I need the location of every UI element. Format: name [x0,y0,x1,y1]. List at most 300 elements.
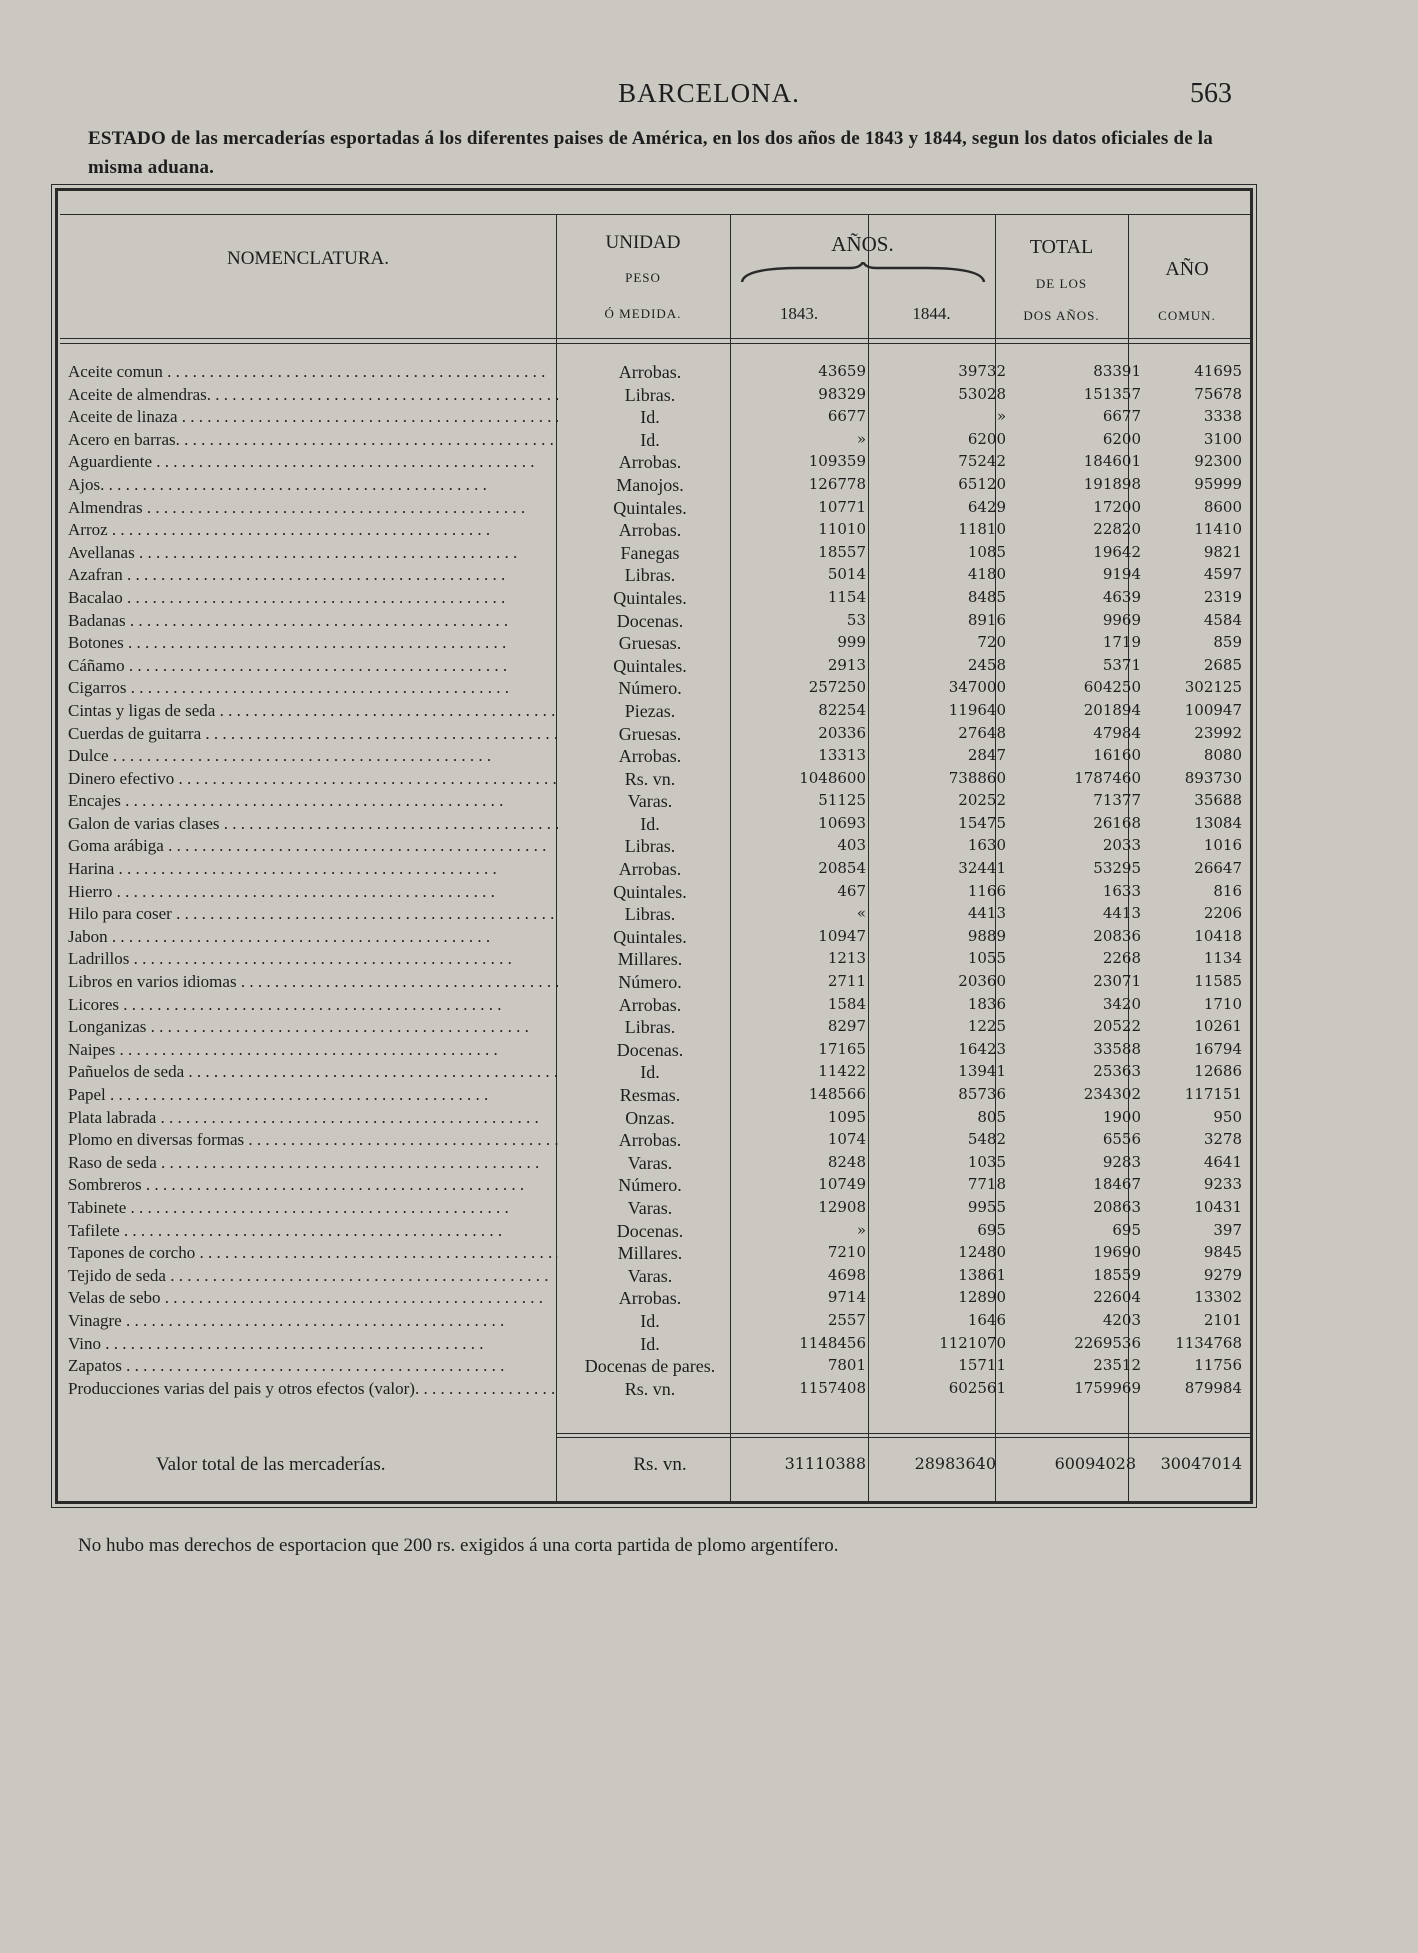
value-comun: 397 [1213,1220,1242,1239]
item-unit: Id. [640,407,660,428]
value-total: 9194 [1102,565,1141,584]
table-row [66,656,1246,679]
item-name: Bacalao . . . [68,588,558,608]
total-1844: 28983640 [914,1454,996,1473]
value-total: 2268 [1102,949,1141,968]
table-row [66,1221,1246,1244]
value-1844: 347000 [948,678,1006,697]
value-comun: 3338 [1203,407,1242,426]
value-comun: 1134 [1203,949,1242,968]
item-name: Producciones varias del pais y otros efectos (valor). . . . [68,1379,558,1399]
value-1843: 10693 [818,813,866,832]
value-1844: 1646 [967,1310,1006,1329]
item-unit: Quintales. [613,655,687,676]
value-comun: 13084 [1194,813,1242,832]
item-unit: Rs. vn. [624,768,676,789]
value-total: 26168 [1093,813,1141,832]
value-1844: 7718 [967,1175,1006,1194]
value-total: 151357 [1083,384,1141,403]
item-unit: Varas. [627,791,673,812]
item-unit: Id. [640,1333,660,1354]
item-name: Papel . . . [68,1085,558,1105]
value-1844: 39732 [958,362,1006,380]
item-name: Cigarros . . . [68,678,558,698]
value-comun: 950 [1213,1107,1242,1126]
col-unidad: UNIDAD [605,232,681,253]
value-comun: 816 [1213,881,1242,900]
value-1843: « [856,904,866,923]
value-comun: 100947 [1184,700,1242,719]
footnote: No hubo mas derechos de esportacion que 200 rs. exigidos á una corta partida de plomo argentífero. [78,1535,839,1556]
item-name: Plomo en diversas formas . . . [68,1130,558,1150]
value-total: 83391 [1093,362,1141,380]
value-comun: 2101 [1203,1310,1242,1329]
value-total: 184601 [1083,452,1141,471]
table-row [66,701,1246,724]
table-row [66,949,1246,972]
value-1843: 1074 [827,1130,866,1149]
item-name: Goma arábiga . . . [68,836,558,856]
value-comun: 13302 [1194,1288,1242,1307]
value-1843: 126778 [808,474,866,493]
item-unit: Libras. [624,836,676,857]
value-1843: 1048600 [799,768,866,787]
total-1843: 31110388 [784,1454,866,1473]
table-row [66,814,1246,837]
table-body [66,362,1246,1401]
value-comun: 9279 [1203,1265,1242,1284]
table-row [66,565,1246,588]
value-comun: 26647 [1194,859,1242,878]
item-unit: Resmas. [619,1085,681,1105]
table-row [66,1017,1246,1040]
value-1843: 2711 [827,972,866,991]
value-1843: 403 [837,836,866,855]
item-unit: Piezas. [624,700,676,721]
item-name: Aguardiente . . . [68,452,558,472]
item-unit: Docenas. [616,1220,684,1241]
col-peso: PESO [625,270,661,285]
value-1844: 13861 [958,1265,1006,1284]
value-1844: 6429 [967,497,1006,516]
value-1844: 20252 [958,791,1006,810]
value-1844: 1836 [967,994,1006,1013]
item-unit: Libras. [624,1017,676,1038]
table-row [66,1311,1246,1334]
item-name: Vino . . . [68,1334,558,1354]
item-unit: Arrobas. [618,994,682,1015]
table-row [66,836,1246,859]
item-unit: Id. [640,813,660,834]
value-comun: 12686 [1194,1062,1242,1081]
value-total: 2033 [1102,836,1141,855]
value-comun: 4641 [1203,1152,1242,1171]
value-total: 5371 [1102,655,1141,674]
item-unit: Arrobas. [618,1130,682,1151]
table-row [66,769,1246,792]
header-rule-top [60,214,1250,215]
item-name: Avellanas . . . [68,543,558,563]
table-row [66,1356,1246,1379]
item-unit: Quintales. [613,497,687,518]
item-name: Hilo para coser . . . [68,904,558,924]
item-name: Zapatos . . . [68,1356,558,1376]
table-row [66,452,1246,475]
col-de-los: DE LOS [1035,276,1088,291]
value-total: 19690 [1093,1243,1141,1262]
value-1844: 1121070 [939,1333,1006,1352]
item-unit: Arrobas. [618,859,682,880]
item-unit: Varas. [627,1152,673,1173]
item-name: Encajes . . . [68,791,558,811]
value-1843: 8248 [827,1152,866,1171]
value-1843: 1157408 [799,1378,866,1397]
value-comun: 4584 [1203,610,1242,629]
item-name: Dinero efectivo . . . [68,769,558,789]
item-unit: Quintales. [613,926,687,947]
value-1843: 20854 [818,859,866,878]
value-comun: 2685 [1203,655,1242,674]
item-name: Naipes . . . [68,1040,558,1060]
table-row [66,1130,1246,1153]
item-name: Dulce . . . [68,746,558,766]
item-unit: Docenas de pares. [584,1356,716,1377]
value-1844: 8916 [967,610,1006,629]
value-total: 16160 [1093,746,1141,765]
item-unit: Id. [640,429,660,450]
item-unit: Arrobas. [618,1288,682,1309]
table-row [66,1288,1246,1311]
item-unit: Varas. [627,1265,673,1286]
item-name: Harina . . . [68,859,558,879]
value-1844: 27648 [958,723,1006,742]
value-comun: 9845 [1203,1243,1242,1262]
value-total: 1633 [1102,881,1141,900]
item-unit: Manojos. [616,474,684,495]
value-comun: 10431 [1194,1197,1242,1216]
value-1844: 9955 [967,1197,1006,1216]
table-row [66,362,1246,385]
item-unit: Arrobas. [618,452,682,473]
value-1844: 13941 [958,1062,1006,1081]
value-total: 1787460 [1074,768,1141,787]
item-name: Velas de sebo . . . [68,1288,558,1308]
value-1843: 13313 [818,746,866,765]
value-total: 1900 [1102,1107,1141,1126]
table-row [66,475,1246,498]
item-unit: Quintales. [613,881,687,902]
value-1844: » [996,407,1006,426]
value-1844: 16423 [958,1039,1006,1058]
value-comun: 2206 [1203,904,1242,923]
table-row [66,882,1246,905]
col-anos: AÑOS. [831,232,894,256]
table-row [66,904,1246,927]
table-row [66,1198,1246,1221]
table-row [66,724,1246,747]
item-unit: Libras. [624,904,676,925]
value-comun: 10261 [1194,1017,1242,1036]
value-total: 6556 [1102,1130,1141,1149]
value-1843: 1213 [827,949,866,968]
value-1843: 5014 [827,565,866,584]
years-brace [740,262,986,284]
value-1843: 2557 [827,1310,866,1329]
value-1844: 12480 [958,1243,1006,1262]
item-unit: Arrobas. [618,520,682,541]
value-total: 695 [1112,1220,1141,1239]
value-1843: 11422 [818,1062,866,1081]
value-1844: 5482 [967,1130,1006,1149]
value-1843: 7210 [827,1243,866,1262]
value-1843: 7801 [827,1356,866,1375]
table-row [66,385,1246,408]
value-comun: 10418 [1194,926,1242,945]
value-comun: 4597 [1203,565,1242,584]
item-name: Cuerdas de guitarra . . . [68,724,558,744]
item-unit: Número. [618,678,682,699]
table-row [66,498,1246,521]
table-row [66,407,1246,430]
table-row [66,859,1246,882]
value-1844: 65120 [958,474,1006,493]
value-total: 22604 [1093,1288,1141,1307]
value-1844: 15711 [958,1356,1006,1375]
value-comun: 1710 [1203,994,1242,1013]
col-dos-anos: DOS AÑOS. [1023,308,1100,323]
item-name: Acero en barras. . . . [68,430,558,450]
value-total: 71377 [1093,791,1141,810]
value-1844: 6200 [967,429,1006,448]
value-1844: 15475 [958,813,1006,832]
value-comun: 9821 [1203,542,1242,561]
item-unit: Libras. [624,565,676,586]
value-total: 4413 [1102,904,1141,923]
value-1844: 1166 [967,881,1006,900]
col-total: TOTAL [1029,236,1094,258]
table-row [66,588,1246,611]
value-total: 53295 [1093,859,1141,878]
item-name: Ladrillos . . . [68,949,558,969]
value-total: 2269536 [1074,1333,1141,1352]
table-row [66,1243,1246,1266]
item-name: Licores . . . [68,995,558,1015]
table-row [66,1153,1246,1176]
item-unit: Docenas. [616,1039,684,1060]
total-rule [556,1433,1250,1434]
item-unit: Número. [618,972,682,993]
value-total: 6677 [1102,407,1141,426]
value-1843: 12908 [818,1197,866,1216]
value-total: 33588 [1093,1039,1141,1058]
value-total: 25363 [1093,1062,1141,1081]
value-total: 191898 [1083,474,1141,493]
value-total: 23071 [1093,972,1141,991]
value-1844: 1085 [967,542,1006,561]
value-total: 6200 [1102,429,1141,448]
value-1844: 1630 [967,836,1006,855]
value-1843: » [856,429,866,448]
item-unit: Onzas. [625,1107,675,1128]
value-1844: 4180 [967,565,1006,584]
table-row [66,1266,1246,1289]
value-1844: 20360 [958,972,1006,991]
value-total: 18559 [1093,1265,1141,1284]
value-total: 47984 [1093,723,1141,742]
table-row [66,430,1246,453]
value-total: 234302 [1083,1085,1141,1103]
item-name: Botones . . . [68,633,558,653]
item-unit: Fanegas [620,542,680,563]
table-row [66,1108,1246,1131]
value-1843: 10749 [818,1175,866,1194]
value-1844: 1035 [967,1152,1006,1171]
table-row [66,1085,1246,1108]
value-1843: 53 [846,610,866,629]
value-1843: 6677 [827,407,866,426]
value-1843: 1154 [827,587,866,606]
col-medida: Ó MEDIDA. [604,306,682,321]
item-name: Sombreros . . . [68,1175,558,1195]
value-1844: 9889 [967,926,1006,945]
col-1843: 1843. [779,304,819,323]
table-row [66,633,1246,656]
value-comun: 879984 [1184,1378,1242,1397]
value-1843: 2913 [827,655,866,674]
item-unit: Gruesas. [618,633,682,654]
item-name: Cintas y ligas de seda . . . [68,701,558,721]
item-name: Libros en varios idiomas . . . [68,972,558,992]
value-1844: 738860 [948,768,1006,787]
table-row [66,791,1246,814]
value-total: 20836 [1093,926,1141,945]
value-total: 1719 [1102,633,1141,652]
item-name: Aceite comun . . . [68,362,558,382]
table-row [66,1379,1246,1402]
table-row [66,1175,1246,1198]
value-comun: 859 [1213,633,1242,652]
value-total: 1759969 [1074,1378,1141,1397]
item-unit: Docenas. [616,610,684,631]
value-total: 201894 [1083,700,1141,719]
item-name: Aceite de linaza . . . [68,407,558,427]
value-1843: 10947 [818,926,866,945]
item-name: Galon de varias clases . . . [68,814,558,834]
value-comun: 75678 [1194,384,1242,403]
item-name: Hierro . . . [68,882,558,902]
col-ano: AÑO [1165,258,1209,280]
value-1843: 51125 [818,791,866,810]
item-name: Pañuelos de seda . . . [68,1062,558,1082]
total-dos-anos: 60094028 [1054,1454,1136,1473]
value-comun: 8600 [1203,497,1242,516]
value-1843: 257250 [808,678,866,697]
value-1844: 53028 [958,384,1006,403]
item-unit: Arrobas. [618,362,682,382]
value-total: 23512 [1093,1356,1141,1375]
total-label: Valor total de las mercaderías. [156,1454,386,1475]
item-unit: Millares. [617,949,683,970]
value-1843: » [856,1220,866,1239]
item-unit: Arrobas. [618,746,682,767]
value-total: 18467 [1093,1175,1141,1194]
value-1843: 18557 [818,542,866,561]
value-1843: 9714 [827,1288,866,1307]
item-name: Aceite de almendras. . . . [68,385,558,405]
item-name: Raso de seda . . . [68,1153,558,1173]
table-row [66,1040,1246,1063]
value-comun: 1134768 [1175,1333,1242,1352]
value-1844: 75242 [958,452,1006,471]
value-1843: 17165 [818,1039,866,1058]
running-title: BARCELONA. [618,78,800,108]
value-1843: 10771 [818,497,866,516]
value-comun: 35688 [1194,791,1242,810]
item-unit: Rs. vn. [624,1378,676,1399]
value-1844: 1225 [967,1017,1006,1036]
value-1843: 109359 [808,452,866,471]
table-row [66,927,1246,950]
total-unit: Rs. vn. [633,1454,687,1475]
value-comun: 2319 [1203,587,1242,606]
value-1844: 119640 [948,700,1006,719]
col-comun: COMUN. [1158,308,1216,323]
total-comun: 30047014 [1160,1454,1242,1473]
value-total: 9283 [1102,1152,1141,1171]
value-1844: 1055 [967,949,1006,968]
page-number: 563 [1190,78,1232,109]
value-comun: 1016 [1203,836,1242,855]
value-1844: 12890 [958,1288,1006,1307]
table-row [66,995,1246,1018]
item-name: Almendras . . . [68,498,558,518]
table-row [66,1334,1246,1357]
item-name: Jabon . . . [68,927,558,947]
value-1843: 98329 [818,384,866,403]
value-comun: 117151 [1184,1085,1242,1103]
item-unit: Id. [640,1062,660,1083]
value-1843: 999 [837,633,866,652]
value-comun: 23992 [1194,723,1242,742]
value-comun: 11585 [1194,972,1242,991]
value-total: 9969 [1102,610,1141,629]
item-unit: Varas. [627,1197,673,1218]
item-unit: Libras. [624,384,676,405]
value-comun: 893730 [1184,768,1242,787]
value-total: 4639 [1102,587,1141,606]
value-comun: 92300 [1194,452,1242,471]
value-total: 17200 [1093,497,1141,516]
item-unit: Quintales. [613,587,687,608]
value-comun: 9233 [1203,1175,1242,1194]
value-comun: 3278 [1203,1130,1242,1149]
value-1843: 1095 [827,1107,866,1126]
item-name: Longanizas . . . [68,1017,558,1037]
table-row [66,746,1246,769]
value-1843: 43659 [818,362,866,380]
value-comun: 8080 [1203,746,1242,765]
value-total: 3420 [1102,994,1141,1013]
table-row [66,972,1246,995]
table-row [66,1062,1246,1085]
item-name: Vinagre . . . [68,1311,558,1331]
value-1843: 148566 [808,1085,866,1103]
item-unit: Número. [618,1175,682,1196]
value-comun: 41695 [1194,362,1242,380]
value-1843: 11010 [818,520,866,539]
value-1844: 2458 [967,655,1006,674]
value-1844: 720 [977,633,1006,652]
